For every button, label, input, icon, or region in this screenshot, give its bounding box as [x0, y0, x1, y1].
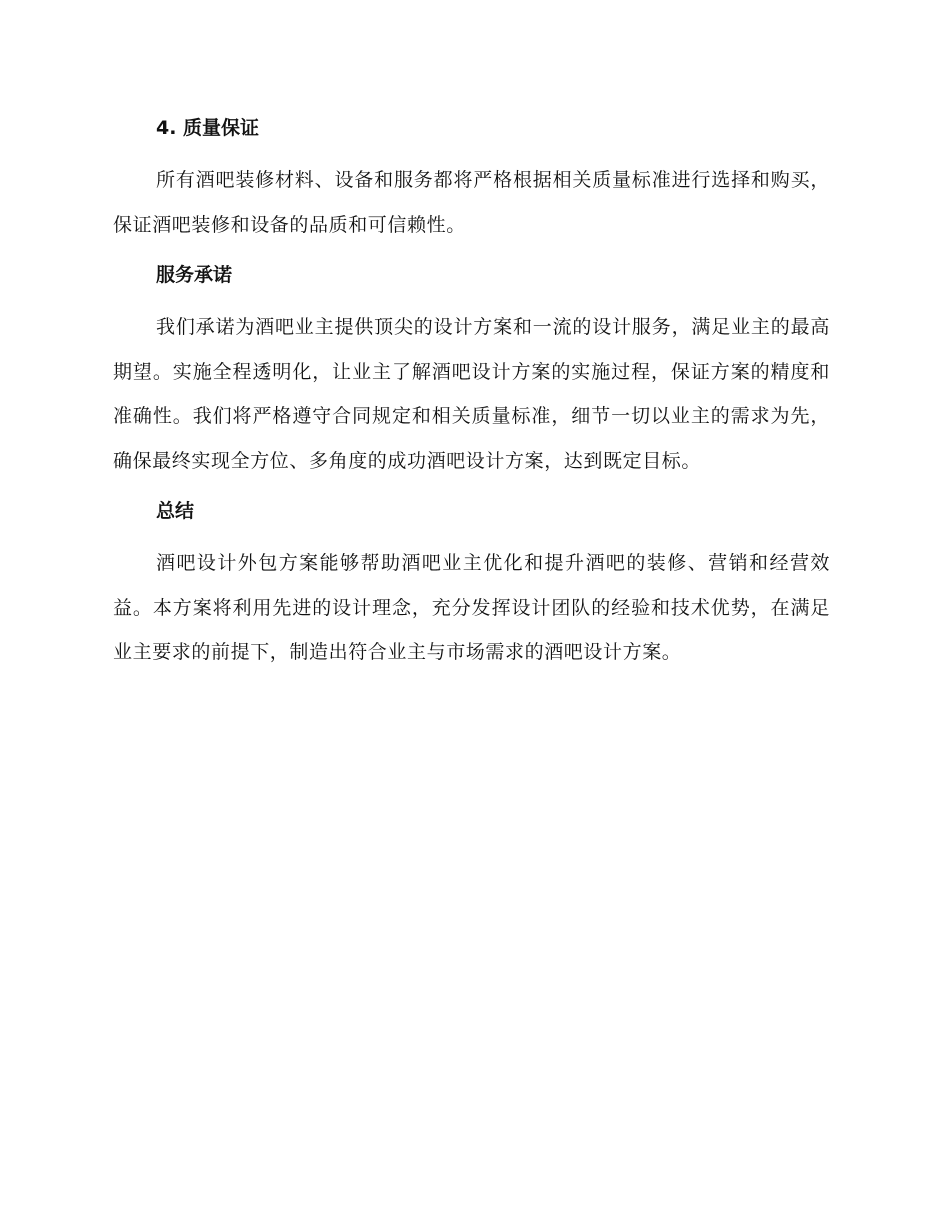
section-paragraph: 酒吧设计外包方案能够帮助酒吧业主优化和提升酒吧的装修、营销和经营效益。本方案将利用先进的设计理念，充分发挥设计团队的经验和技术优势，在满足业主要求的前提下，制造出符合业主与市场需求的酒吧设计方案。: [113, 552, 830, 663]
section-heading: 4. 质量保证: [156, 117, 260, 139]
section-service-commitment: [113, 261, 830, 483]
section-paragraph: 所有酒吧装修材料、设备和服务都将严格根据相关质量标准进行选择和购买，保证酒吧装修和设备的品质和可信赖性。: [113, 169, 830, 236]
section-heading: 服务承诺: [156, 264, 233, 286]
section-quality-assurance: [113, 114, 830, 247]
section-paragraph: 我们承诺为酒吧业主提供顶尖的设计方案和一流的设计服务，满足业主的最高期望。实施全程透明化，让业主了解酒吧设计方案的实施过程，保证方案的精度和准确性。我们将严格遵守合同规定和相关质量标准，细节一切以业主的需求为先，确保最终实现全方位、多角度的成功酒吧设计方案，达到既定目标。: [113, 316, 830, 472]
section-heading: 总结: [156, 500, 195, 522]
section-summary: [113, 497, 830, 675]
